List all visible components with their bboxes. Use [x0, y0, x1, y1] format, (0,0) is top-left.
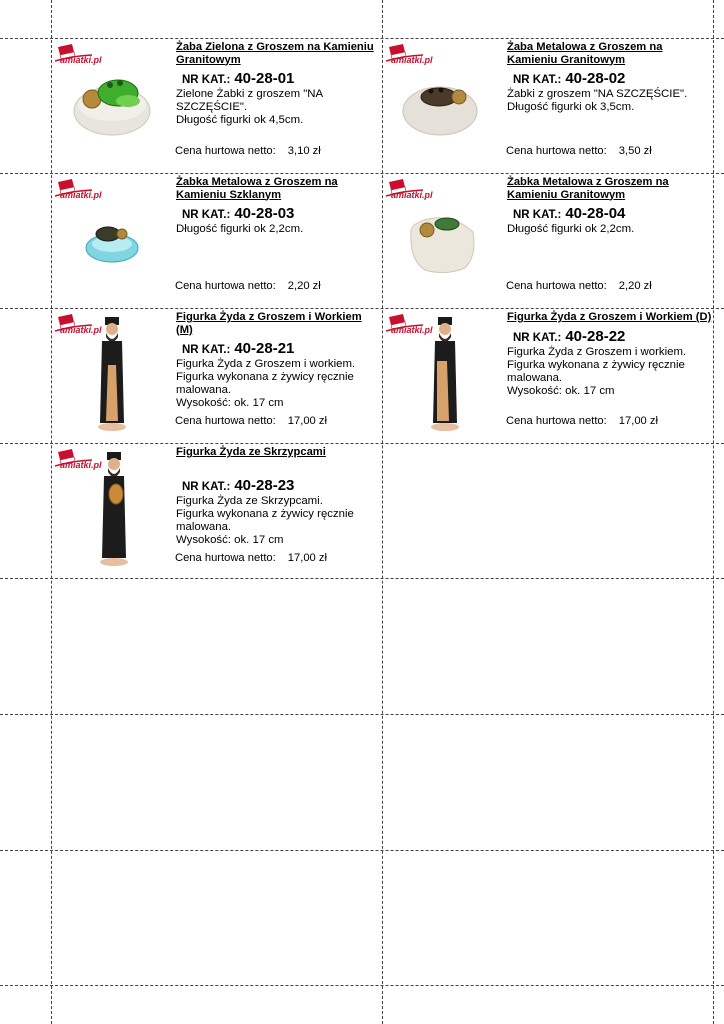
product-info: [507, 176, 712, 236]
price-row: [175, 145, 321, 157]
product-info: [507, 311, 712, 398]
product-card: [52, 39, 382, 173]
shop-logo: [383, 178, 445, 200]
logo-text: amiatki.pl: [60, 325, 102, 335]
product-title: Żaba Metalowa z Groszem na Kamieniu Granitowym: [507, 41, 663, 66]
product-title: Żabka Metalowa z Groszem na Kamieniu Granitowym: [507, 176, 669, 201]
catalog-number: [182, 207, 381, 222]
price-row: [175, 415, 327, 427]
product-info: [176, 176, 381, 236]
catalog-number: [182, 476, 381, 494]
catalog-number: [182, 72, 381, 87]
catalog-value: 40-28-02: [565, 70, 626, 87]
product-info: [507, 41, 712, 114]
product-image-metal-frog: [401, 75, 479, 142]
catalog-number: [513, 72, 712, 87]
catalog-label: NR KAT.:: [513, 331, 562, 344]
product-description: Figurka Żyda z Groszem i workiem. Figurka wykonana z żywicy ręcznie malowana. Wysokość: ok. 17 cm: [176, 358, 356, 409]
catalog-label: NR KAT.:: [182, 209, 231, 221]
product-card: [52, 309, 382, 443]
logo-text: amiatki.pl: [391, 325, 433, 335]
product-title: Figurka Żyda ze Skrzypcami: [176, 446, 326, 458]
catalog-value: 40-28-23: [234, 476, 295, 494]
product-image-frog-on-glass: [84, 220, 140, 269]
catalog-number: [513, 327, 712, 345]
logo-text: amiatki.pl: [391, 55, 433, 65]
product-image-green-frog: [72, 65, 152, 142]
logo-text: amiatki.pl: [60, 55, 102, 65]
catalog-label: NR KAT.:: [182, 74, 231, 86]
catalog-value: 40-28-21: [234, 340, 295, 357]
logo-text: amiatki.pl: [60, 190, 102, 200]
product-image-jew-figurine-bag: [94, 315, 130, 438]
grid-line: [0, 578, 724, 579]
catalog-number: [182, 342, 381, 357]
product-description: Długość figurki ok 2,2cm.: [176, 223, 304, 235]
catalog-value: 40-28-01: [234, 70, 295, 87]
product-description: Figurka Żyda ze Skrzypcami. Figurka wykonana z żywicy ręcznie malowana. Wysokość: ok. 17 cm: [176, 494, 354, 546]
product-info: [176, 41, 381, 127]
price-value: 2,20 zł: [618, 280, 652, 292]
product-card: [52, 174, 382, 308]
product-info: [176, 446, 381, 547]
price-row: [506, 280, 652, 292]
catalog-value: 40-28-04: [565, 205, 626, 222]
product-description: Zielone Żabki z groszem "NA SZCZĘŚCIE". Długość figurki ok 4,5cm.: [176, 88, 323, 126]
product-title: Żabka Metalowa z Groszem na Kamieniu Szklanym: [176, 176, 338, 201]
grid-line: [713, 0, 714, 1024]
product-title: Figurka Żyda z Groszem i Workiem (D): [507, 311, 712, 323]
product-card: [383, 309, 713, 443]
price-label: Cena hurtowa netto:: [175, 552, 276, 564]
catalog-label: NR KAT.:: [513, 74, 562, 86]
price-value: 17,00 zł: [287, 415, 327, 427]
shop-logo: [52, 43, 114, 65]
price-value: 17,00 zł: [287, 552, 327, 564]
product-title: Żaba Zielona z Groszem na Kamieniu Granitowym: [176, 41, 374, 66]
shop-logo: [52, 178, 114, 200]
product-card: [52, 444, 382, 578]
product-description: Żabki z groszem "NA SZCZĘŚCIE". Długość figurki ok 3,5cm.: [507, 88, 688, 113]
price-row: [175, 280, 321, 292]
grid-line: [0, 714, 724, 715]
price-label: Cena hurtowa netto:: [506, 280, 607, 292]
price-label: Cena hurtowa netto:: [175, 145, 276, 157]
catalog-label: NR KAT.:: [182, 344, 231, 356]
price-value: 17,00 zł: [618, 415, 658, 427]
price-row: [506, 415, 658, 427]
price-value: 2,20 zł: [287, 280, 321, 292]
product-title: Figurka Żyda z Groszem i Workiem (M): [176, 311, 362, 336]
product-image-frog-on-granite: [405, 210, 479, 281]
catalog-value: 40-28-03: [234, 205, 295, 222]
logo-text: amiatki.pl: [391, 190, 433, 200]
product-image-jew-figurine-violin: [96, 450, 132, 573]
catalog-value: 40-28-22: [565, 327, 626, 345]
product-info: [176, 311, 381, 410]
price-value: 3,50 zł: [618, 145, 652, 157]
price-value: 3,10 zł: [287, 145, 321, 157]
catalog-label: NR KAT.:: [182, 480, 231, 493]
price-label: Cena hurtowa netto:: [506, 415, 607, 427]
product-image-jew-figurine-bag: [427, 315, 463, 438]
price-label: Cena hurtowa netto:: [506, 145, 607, 157]
price-label: Cena hurtowa netto:: [175, 415, 276, 427]
product-description: Długość figurki ok 2,2cm.: [507, 223, 635, 235]
catalog-number: [513, 207, 712, 222]
grid-line: [0, 850, 724, 851]
logo-text: amiatki.pl: [60, 460, 102, 470]
shop-logo: [383, 43, 445, 65]
price-row: [175, 552, 327, 564]
price-row: [506, 145, 652, 157]
catalog-label: NR KAT.:: [513, 209, 562, 221]
product-card: [383, 174, 713, 308]
grid-line: [0, 985, 724, 986]
product-card: [383, 39, 713, 173]
price-label: Cena hurtowa netto:: [175, 280, 276, 292]
product-description: Figurka Żyda z Groszem i workiem. Figurka wykonana z żywicy ręcznie malowana. Wysokość: ok. 17 cm: [507, 345, 687, 397]
